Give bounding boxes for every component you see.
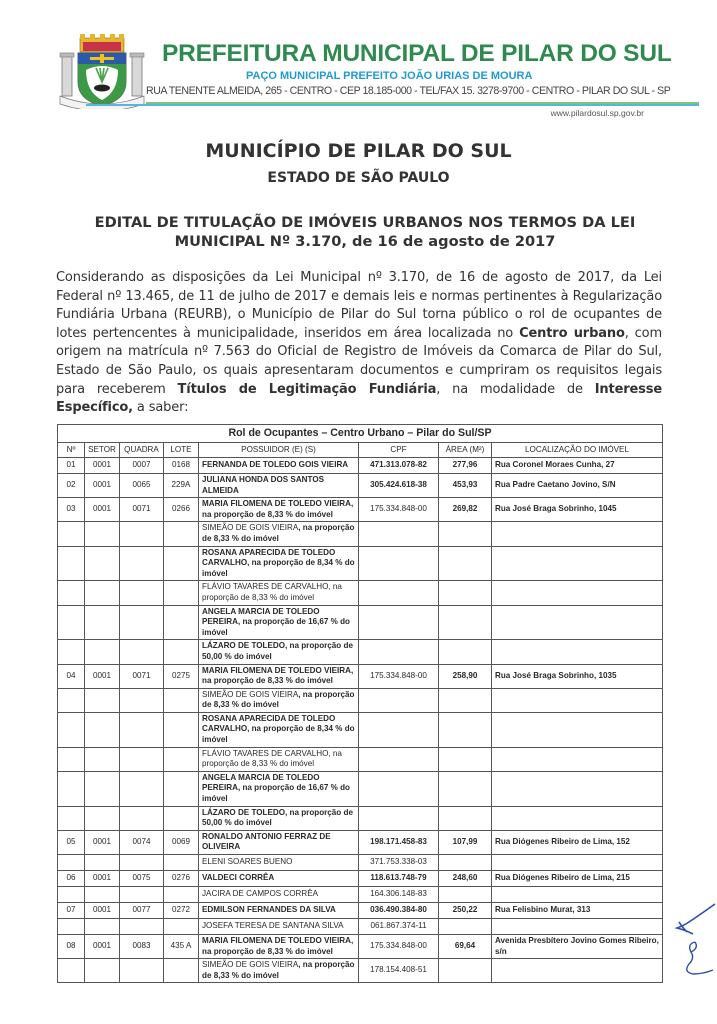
table-row <box>58 474 663 498</box>
cell-area: 269,82 <box>439 498 492 522</box>
header-quadra: QUADRA <box>120 443 164 458</box>
cell-setor: 0001 <box>85 903 120 919</box>
cell-n: 01 <box>58 458 85 474</box>
cell-possuidor: SIMEÃO DE GOIS VIEIRA, na proporção de 8,33 % do imóvel <box>199 959 359 983</box>
cell-cpf: 036.490.384-80 <box>359 903 439 919</box>
cell-lote: 0276 <box>164 871 199 887</box>
cell-possuidor: ROSANA APARECIDA DE TOLEDO CARVALHO, na proporção de 8,34 % do imóvel <box>199 546 359 581</box>
cell-localizacao: Rua Felisbino Murat, 313 <box>492 903 663 919</box>
table-caption: Rol de Ocupantes – Centro Urbano – Pilar do Sul/SP <box>58 425 663 443</box>
cell-quadra: 0071 <box>120 664 164 688</box>
cell-possuidor: VALDECI CORRÊA <box>199 871 359 887</box>
table-row <box>58 935 663 959</box>
cell-area: 250,22 <box>439 903 492 919</box>
cell-lote: 0266 <box>164 498 199 522</box>
cell-possuidor: ROSANA APARECIDA DE TOLEDO CARVALHO, na proporção de 8,34 % do imóvel <box>199 712 359 747</box>
cell-localizacao: Rua Diógenes Ribeiro de Lima, 215 <box>492 871 663 887</box>
cell-possuidor: FERNANDA DE TOLEDO GOIS VIEIRA <box>199 458 359 474</box>
cell-lote: 0272 <box>164 903 199 919</box>
cell-n: 03 <box>58 498 85 522</box>
table-row <box>58 771 663 806</box>
header-localizacao: LOCALIZAÇÃO DO IMÓVEL <box>492 443 663 458</box>
intro-paragraph <box>56 269 662 418</box>
table-row <box>58 806 663 830</box>
cell-quadra: 0075 <box>120 871 164 887</box>
cell-possuidor: LÁZARO DE TOLEDO, na proporção de 50,00 % do imóvel <box>199 640 359 664</box>
header-area: ÁREA (M²) <box>439 443 492 458</box>
state-heading: ESTADO DE SÃO PAULO <box>267 170 450 186</box>
cell-localizacao: Rua José Braga Sobrinho, 1035 <box>492 664 663 688</box>
cell-possuidor: LÁZARO DE TOLEDO, na proporção de 50,00 % do imóvel <box>199 806 359 830</box>
letterhead-rule-blue <box>86 104 699 106</box>
cell-cpf: 471.313.078-82 <box>359 458 439 474</box>
cell-quadra: 0077 <box>120 903 164 919</box>
handwritten-initials-signature-icon <box>673 902 717 982</box>
header-possuidor: POSSUIDOR (E) (S) <box>199 443 359 458</box>
table-row <box>58 855 663 871</box>
cell-cpf: 175.334.848-00 <box>359 935 439 959</box>
cell-quadra: 0074 <box>120 830 164 854</box>
cell-area: 453,93 <box>439 474 492 498</box>
table-row <box>58 640 663 664</box>
cell-setor: 0001 <box>85 871 120 887</box>
table-row <box>58 903 663 919</box>
cell-possuidor: MARIA FILOMENA DE TOLEDO VIEIRA, na proporção de 8,33 % do imóvel <box>199 498 359 522</box>
cell-setor: 0001 <box>85 458 120 474</box>
letterhead-title: PREFEITURA MUNICIPAL DE PILAR DO SUL <box>162 40 672 67</box>
intro-text-1: Considerando as disposições da Lei Municipal nº 3.170, de 16 de agosto de 2017, da Lei Federal nº 13.465, de 11 de julho de 2017 e demais leis e normas pertinentes à Regularização Fundiária Urbana (REURB), o Município de Pilar do Sul torna público o rol de ocupantes de lotes pertencentes à municipalidade, inseridos em área localizada no <box>56 270 662 341</box>
edital-title <box>75 213 655 251</box>
cell-cpf: 178.154.408-51 <box>359 959 439 983</box>
cell-possuidor: ANGELA MARCIA DE TOLEDO PEREIRA, na proporção de 16,67 % do imóvel <box>199 771 359 806</box>
table-row <box>58 747 663 771</box>
cell-possuidor: SIMEÃO DE GOIS VIEIRA, na proporção de 8,33 % do imóvel <box>199 688 359 712</box>
cell-setor: 0001 <box>85 830 120 854</box>
intro-text-4: a saber: <box>132 400 189 416</box>
cell-setor: 0001 <box>85 935 120 959</box>
cell-quadra: 0071 <box>120 498 164 522</box>
cell-possuidor: ANGELA MARCIA DE TOLEDO PEREIRA, na proporção de 16,67 % do imóvel <box>199 605 359 640</box>
municipality-heading: MUNICÍPIO DE PILAR DO SUL <box>205 140 512 162</box>
table-row <box>58 605 663 640</box>
cell-possuidor: MARIA FILOMENA DE TOLEDO VIEIRA, na proporção de 8,33 % do imóvel <box>199 664 359 688</box>
cell-quadra: 0007 <box>120 458 164 474</box>
cell-possuidor: EDMILSON FERNANDES DA SILVA <box>199 903 359 919</box>
table-row <box>58 830 663 854</box>
table-header-row <box>58 443 663 458</box>
table-row <box>58 546 663 581</box>
cell-area: 277,96 <box>439 458 492 474</box>
letterhead-subtitle: PAÇO MUNICIPAL PREFEITO JOÃO URIAS DE MOURA <box>246 70 533 82</box>
cell-localizacao: Avenida Presbítero Jovino Gomes Ribeiro, s/n <box>492 935 663 959</box>
cell-setor: 0001 <box>85 664 120 688</box>
cell-possuidor: FLÁVIO TAVARES DE CARVALHO, na proporção de 8,33 % do imóvel <box>199 581 359 605</box>
occupants-table <box>57 424 663 983</box>
cell-n: 04 <box>58 664 85 688</box>
cell-possuidor: FLÁVIO TAVARES DE CARVALHO, na proporção de 8,33 % do imóvel <box>199 747 359 771</box>
cell-n: 05 <box>58 830 85 854</box>
table-row <box>58 688 663 712</box>
table-row <box>58 522 663 546</box>
cell-cpf: 175.334.848-00 <box>359 664 439 688</box>
intro-bold-titulos: Títulos de Legitimação Fundiária <box>177 381 437 397</box>
table-row <box>58 919 663 935</box>
cell-possuidor: MARIA FILOMENA DE TOLEDO VIEIRA, na proporção de 8,33 % do imóvel <box>199 935 359 959</box>
cell-possuidor: RONALDO ANTONIO FERRAZ DE OLIVEIRA <box>199 830 359 854</box>
cell-n: 07 <box>58 903 85 919</box>
cell-cpf: 305.424.618-38 <box>359 474 439 498</box>
header-cpf: CPF <box>359 443 439 458</box>
letterhead <box>56 22 717 122</box>
intro-text-2: , com origem na matrícula nº 7.563 do Oficial de Registro de Imóveis da Comarca de Pilar do Sul, Estado de São Paulo, os quais apresentaram documentos e cumpriram os requisitos legais para receberem <box>56 325 662 397</box>
cell-setor: 0001 <box>85 474 120 498</box>
cell-cpf: 164.306.148-83 <box>359 887 439 903</box>
table-row <box>58 581 663 605</box>
edital-title-line1: EDITAL DE TITULAÇÃO DE IMÓVEIS URBANOS NOS TERMOS DA LEI <box>94 214 636 231</box>
cell-area: 258,90 <box>439 664 492 688</box>
cell-lote: 435 A <box>164 935 199 959</box>
cell-localizacao: Rua José Braga Sobrinho, 1045 <box>492 498 663 522</box>
edital-title-line2: MUNICIPAL Nº 3.170, de 16 de agosto de 2017 <box>174 233 556 250</box>
cell-cpf: 198.171.458-83 <box>359 830 439 854</box>
cell-area: 69,64 <box>439 935 492 959</box>
cell-cpf: 371.753.338-03 <box>359 855 439 871</box>
header-n: Nº <box>58 443 85 458</box>
table-row <box>58 458 663 474</box>
letterhead-address: RUA TENENTE ALMEIDA, 265 - CENTRO - CEP 18.185-000 - TEL/FAX 15. 3278-9700 - CENTRO - PILAR DO SUL - SP <box>146 85 671 97</box>
table-row <box>58 498 663 522</box>
cell-area: 107,99 <box>439 830 492 854</box>
table-body <box>58 458 663 983</box>
occupants-table-container <box>57 424 662 983</box>
cell-n: 06 <box>58 871 85 887</box>
coat-of-arms-icon <box>56 34 148 109</box>
cell-cpf: 118.613.748-79 <box>359 871 439 887</box>
cell-localizacao: Rua Diógenes Ribeiro de Lima, 152 <box>492 830 663 854</box>
header-setor: SETOR <box>85 443 120 458</box>
cell-quadra: 0065 <box>120 474 164 498</box>
header-lote: LOTE <box>164 443 199 458</box>
table-row <box>58 664 663 688</box>
cell-localizacao: Rua Coronel Moraes Cunha, 27 <box>492 458 663 474</box>
letterhead-website: www.pilardosul.sp.gov.br <box>550 108 644 118</box>
intro-text-3: , na modalidade de <box>436 381 595 397</box>
cell-cpf: 175.334.848-00 <box>359 498 439 522</box>
cell-quadra: 0083 <box>120 935 164 959</box>
cell-lote: 0275 <box>164 664 199 688</box>
cell-cpf: 061.867.374-11 <box>359 919 439 935</box>
cell-possuidor: JOSEFA TERESA DE SANTANA SILVA <box>199 919 359 935</box>
cell-localizacao: Rua Padre Caetano Jovino, S/N <box>492 474 663 498</box>
cell-possuidor: JULIANA HONDA DOS SANTOS ALMEIDA <box>199 474 359 498</box>
cell-possuidor: JACIRA DE CAMPOS CORRÊA <box>199 887 359 903</box>
table-row <box>58 959 663 983</box>
cell-n: 02 <box>58 474 85 498</box>
table-row <box>58 887 663 903</box>
cell-area: 248,60 <box>439 871 492 887</box>
cell-lote: 0069 <box>164 830 199 854</box>
cell-setor: 0001 <box>85 498 120 522</box>
cell-possuidor: SIMEÃO DE GOIS VIEIRA, na proporção de 8,33 % do imóvel <box>199 522 359 546</box>
cell-possuidor: ELENI SOARES BUENO <box>199 855 359 871</box>
intro-bold-interesse: Interesse Específico, <box>56 381 663 416</box>
cell-lote: 0168 <box>164 458 199 474</box>
cell-n: 08 <box>58 935 85 959</box>
table-row <box>58 871 663 887</box>
cell-lote: 229A <box>164 474 199 498</box>
intro-bold-centro-urbano: Centro urbano <box>519 325 625 341</box>
table-row <box>58 712 663 747</box>
